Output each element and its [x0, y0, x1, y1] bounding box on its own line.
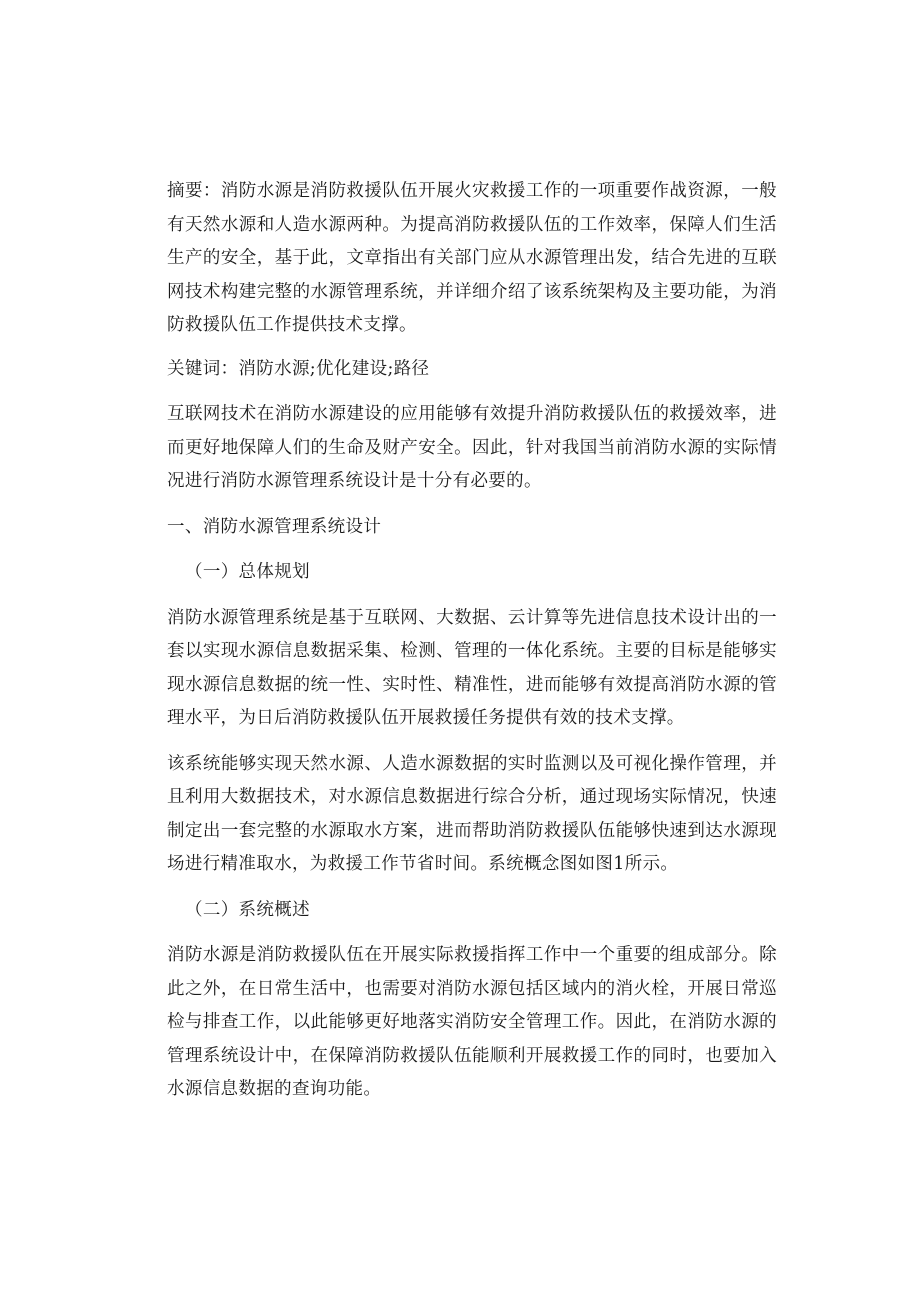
- body-paragraph-3: 消防水源是消防救援队伍在开展实际救援指挥工作中一个重要的组成部分。除此之外，在日常生活中，也需要对消防水源包括区域内的消火栓，开展日常巡检与排查工作，以此能够更好地落实消防安全管理工作。因此，在消防水源的管理系统设计中，在保障消防救援队伍能顺利开展救援工作的同时，也要加入水源信息数据的查询功能。: [167, 945, 777, 1099]
- abstract-paragraph: 摘要：消防水源是消防救援队伍开展火灾救援工作的一项重要作战资源，一般有天然水源和人造水源两种。为提高消防救援队伍的工作效率，保障人们生活生产的安全，基于此，文章指出有关部门应从水源管理出发，结合先进的互联网技术构建完整的水源管理系统，并详细介绍了该系统架构及主要功能，为消防救援队伍工作提供技术支撑。: [167, 181, 777, 335]
- body-paragraph-2: 该系统能够实现天然水源、人造水源数据的实时监测以及可视化操作管理，并且利用大数据技术，对水源信息数据进行综合分析，通过现场实际情况，快速制定出一套完整的水源取水方案，进而帮助消防救援队伍能够快速到达水源现场进行精准取水，为救援工作节省时间。系统概念图如图1所示。: [167, 753, 777, 874]
- intro-paragraph: 互联网技术在消防水源建设的应用能够有效提升消防救援队伍的救援效率，进而更好地保障人们的生命及财产安全。因此，针对我国当前消防水源的实际情况进行消防水源管理系统设计是十分有必要的。: [167, 404, 777, 491]
- body-paragraph-1: 消防水源管理系统是基于互联网、大数据、云计算等先进信息技术设计出的一套以实现水源信息数据采集、检测、管理的一体化系统。主要的目标是能够实现水源信息数据的统一性、实时性、精准性，进而能够有效提高消防水源的管理水平，为日后消防救援队伍开展救援任务提供有效的技术支撑。: [167, 607, 777, 728]
- section-heading-1: 一、消防水源管理系统设计: [167, 516, 382, 537]
- document-body: [167, 175, 777, 1119]
- subsection-heading-2: （二）系统概述: [185, 899, 310, 920]
- subsection-heading-1: （一）总体规划: [185, 562, 310, 582]
- keywords-line: 关键词：消防水源;优化建设;路径: [167, 358, 430, 379]
